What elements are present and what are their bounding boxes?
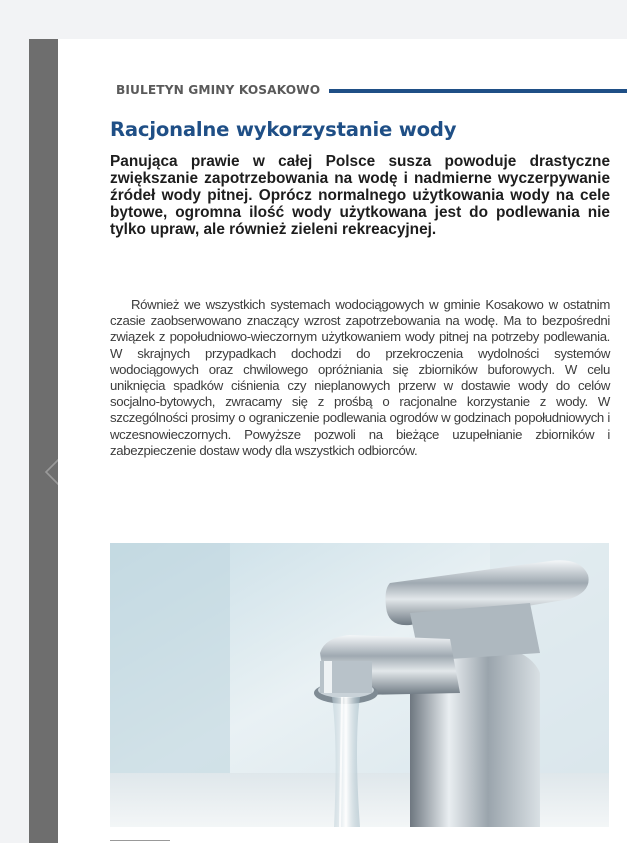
article-body: Również we wszystkich systemach wodociągowych w gminie Kosakowo w ostatnim czasie zaobserwowano znaczący wzrost zapotrzebowania na wodę. Ma to bezpośredni związek z popołudniowo-wieczornym użytkowaniem wody pitnej na potrzeby podlewania. W skrajnych przypadkach dochodzi do przekroczenia wydolności systemów wodociągowych oraz chwilowego opróżniania się zbiorników buforowych. W celu uniknięcia spadków ciśnienia czy nieplanowych przerw w dostawie wody do celów socjalno-bytowych, zwracamy się z prośbą o racjonalne korzystanie z wody. W szczególności prosimy o ograniczenie podlewania ogrodów w godzinach popołudniowych i wczesnowieczornych. Powyższe pozwoli na bieżące uzupełnianie zbiorników i zabezpieczenie dostaw wody dla wszystkich odbiorców.	[110, 297, 610, 458]
faucet-photo	[110, 543, 609, 827]
bulletin-header	[116, 80, 627, 100]
viewer-spine	[29, 39, 58, 843]
footer-rule	[110, 840, 170, 841]
article-title: Racjonalne wykorzystanie wody	[110, 118, 457, 141]
bulletin-title: BIULETYN GMINY KOSAKOWO	[116, 83, 321, 97]
document-page	[58, 39, 627, 843]
header-rule	[329, 89, 627, 93]
article-lead: Panująca prawie w całej Polsce susza powoduje drastyczne zwiększanie zapotrzebowania na wodę i nadmierne wyczerpywanie źródeł wody pitnej. Oprócz normalnego użytkowania wody na cele bytowe, ogromna ilość wody użytkowana jest do podlewania nie tylko upraw, ale również zieleni rekreacyjnej.	[110, 153, 610, 238]
